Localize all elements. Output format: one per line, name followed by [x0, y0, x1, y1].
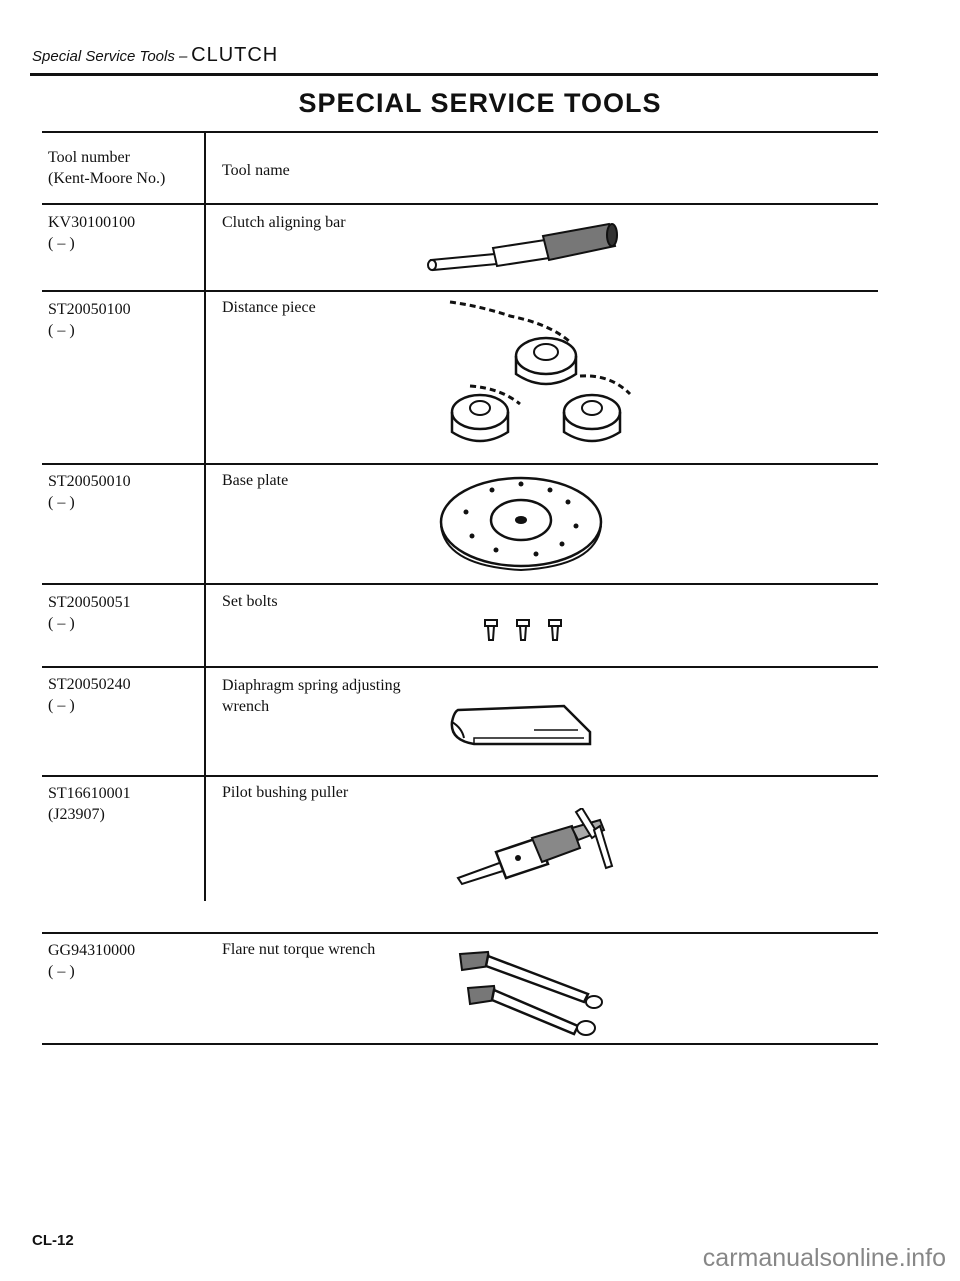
- tool-number: ST20050010: [48, 473, 131, 490]
- tool-name: Base plate: [222, 472, 289, 489]
- header-bottom-rule: [42, 203, 878, 205]
- kent-moore-number: ( – ): [48, 697, 75, 714]
- kent-moore-number: ( – ): [48, 322, 75, 339]
- table-row-number: [48, 592, 198, 634]
- row-rule: [42, 583, 878, 585]
- tool-number: KV30100100: [48, 214, 136, 231]
- tool-name-line: Diaphragm spring adjusting: [222, 677, 401, 694]
- tool-name: Pilot bushing puller: [222, 784, 349, 801]
- kent-moore-number: ( – ): [48, 494, 75, 511]
- col-header-tool-number: [48, 147, 198, 189]
- table-row-number: [48, 471, 198, 513]
- tool-number: ST20050051: [48, 594, 131, 611]
- watermark: carmanualsonline.info: [702, 1244, 946, 1272]
- base-plate-icon: [436, 470, 606, 580]
- tool-name: Distance piece: [222, 299, 316, 316]
- column-divider: [204, 131, 206, 901]
- flare-nut-torque-wrench-icon: [448, 944, 618, 1042]
- table-row-number: [48, 299, 198, 341]
- table-row-number: [48, 212, 198, 254]
- page-title: SPECIAL SERVICE TOOLS: [298, 88, 662, 118]
- table-row-number: [48, 783, 198, 825]
- adjusting-wrench-icon: [444, 700, 594, 755]
- row-rule: [42, 463, 878, 465]
- kent-moore-number: ( – ): [48, 235, 75, 252]
- tool-number: ST20050100: [48, 301, 131, 318]
- kent-moore-number: ( – ): [48, 615, 75, 632]
- row-rule: [42, 775, 878, 777]
- tool-number: ST16610001: [48, 785, 131, 802]
- col-header-tool-name: Tool name: [222, 162, 290, 179]
- clutch-aligning-bar-icon: [425, 218, 625, 276]
- kent-moore-number: ( – ): [48, 963, 75, 980]
- distance-piece-icon: [440, 294, 650, 459]
- table-bottom-rule: [42, 1043, 878, 1045]
- tool-name: Clutch aligning bar: [222, 214, 346, 231]
- section-label: Special Service Tools –: [32, 48, 188, 65]
- tool-name: Flare nut torque wrench: [222, 941, 376, 958]
- header-rule: [30, 73, 878, 76]
- pilot-bushing-puller-icon: [452, 808, 622, 886]
- tool-name: Set bolts: [222, 593, 278, 610]
- table-top-rule: [42, 131, 878, 133]
- row-rule: [42, 666, 878, 668]
- header-line: Tool number: [48, 149, 130, 166]
- page-number: CL-12: [32, 1232, 74, 1249]
- row-rule: [42, 932, 878, 934]
- kent-moore-number: (J23907): [48, 806, 105, 823]
- table-row-number: [48, 674, 198, 716]
- set-bolts-icon: [481, 614, 571, 644]
- header-line: (Kent-Moore No.): [48, 170, 166, 187]
- tool-name-line: wrench: [222, 698, 270, 715]
- row-rule: [42, 290, 878, 292]
- chapter-title: CLUTCH: [191, 44, 279, 66]
- tool-name: [222, 675, 422, 717]
- running-head: [32, 44, 278, 67]
- tool-number: ST20050240: [48, 676, 131, 693]
- tool-number: GG94310000: [48, 942, 136, 959]
- table-row-number: [48, 940, 198, 982]
